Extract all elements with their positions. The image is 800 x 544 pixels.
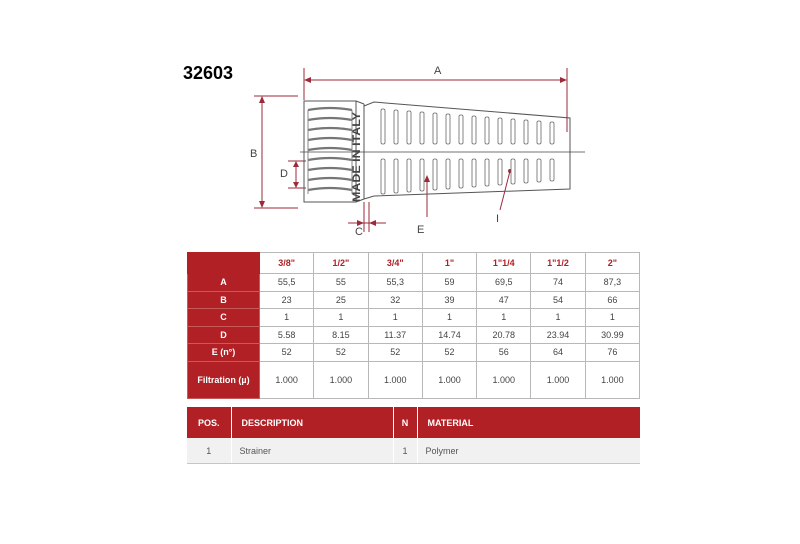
row-label: E (n°) [188,344,260,362]
table-cell: 25 [314,291,368,309]
table-cell: 69,5 [477,274,531,292]
table-cell: 1.000 [368,361,422,398]
table-cell: 74 [531,274,585,292]
made-in-italy-engraving: MADE IN ITALY [351,122,363,202]
table-cell: 52 [368,344,422,362]
size-column-header: 1/2" [314,253,368,274]
table-cell: 1.000 [531,361,585,398]
table-cell: 52 [314,344,368,362]
table-cell: 8.15 [314,326,368,344]
table-row [188,274,640,292]
dim-label-i: I [496,213,500,225]
row-label: D [188,326,260,344]
pos-column-header: POS. [187,407,231,438]
table-cell: 1 [422,309,476,327]
dim-label-e: E [417,224,425,236]
table-cell: 1 [477,309,531,327]
table-cell: 59 [422,274,476,292]
table-cell: 1.000 [314,361,368,398]
table-cell: 1 [531,309,585,327]
table-cell: 14.74 [422,326,476,344]
size-column-header: 3/8" [260,253,314,274]
row-label: A [188,274,260,292]
table-cell: 30.99 [585,326,639,344]
table-cell: 76 [585,344,639,362]
table-cell: 1.000 [477,361,531,398]
table-cell: 32 [368,291,422,309]
table-cell: 23 [260,291,314,309]
table-cell: 1 [314,309,368,327]
table-row [188,291,640,309]
table-cell: 87,3 [585,274,639,292]
part-position: 1 [187,438,231,464]
material-column-header: MATERIAL [417,407,640,438]
size-column-header: 2" [585,253,639,274]
table-cell: 55,3 [368,274,422,292]
table-cell: 20.78 [477,326,531,344]
table-cell: 1.000 [422,361,476,398]
table-row [188,309,640,327]
parts-list-table [187,407,640,464]
part-description: Strainer [231,438,393,464]
table-row [188,361,640,398]
table-corner [188,253,260,274]
table-cell: 52 [422,344,476,362]
table-cell: 55,5 [260,274,314,292]
table-cell: 52 [260,344,314,362]
table-row [188,344,640,362]
row-label: B [188,291,260,309]
table-cell: 1 [585,309,639,327]
table-cell: 1.000 [585,361,639,398]
row-label: Filtration (µ) [188,361,260,398]
description-column-header: DESCRIPTION [231,407,393,438]
quantity-column-header: N [393,407,417,438]
table-cell: 56 [477,344,531,362]
table-cell: 11.37 [368,326,422,344]
dimensions-header-row [188,253,640,274]
dim-label-a: A [434,65,442,77]
strainer-technical-drawing [240,62,585,240]
table-cell: 1 [368,309,422,327]
table-cell: 1.000 [260,361,314,398]
dimensions-table [187,252,640,399]
row-label: C [188,309,260,327]
table-cell: 66 [585,291,639,309]
table-row [188,326,640,344]
dim-label-d: D [280,168,288,180]
part-material: Polymer [417,438,640,464]
dim-label-c: C [355,226,363,238]
table-cell: 54 [531,291,585,309]
table-row [187,438,640,464]
size-column-header: 1"1/4 [477,253,531,274]
product-code: 32603 [183,63,234,83]
table-cell: 55 [314,274,368,292]
table-cell: 1 [260,309,314,327]
size-column-header: 1"1/2 [531,253,585,274]
part-quantity: 1 [393,438,417,464]
table-cell: 5.58 [260,326,314,344]
table-cell: 47 [477,291,531,309]
parts-header-row [187,407,640,438]
dim-label-b: B [250,148,258,160]
size-column-header: 3/4" [368,253,422,274]
table-cell: 23.94 [531,326,585,344]
table-cell: 64 [531,344,585,362]
table-cell: 39 [422,291,476,309]
size-column-header: 1" [422,253,476,274]
